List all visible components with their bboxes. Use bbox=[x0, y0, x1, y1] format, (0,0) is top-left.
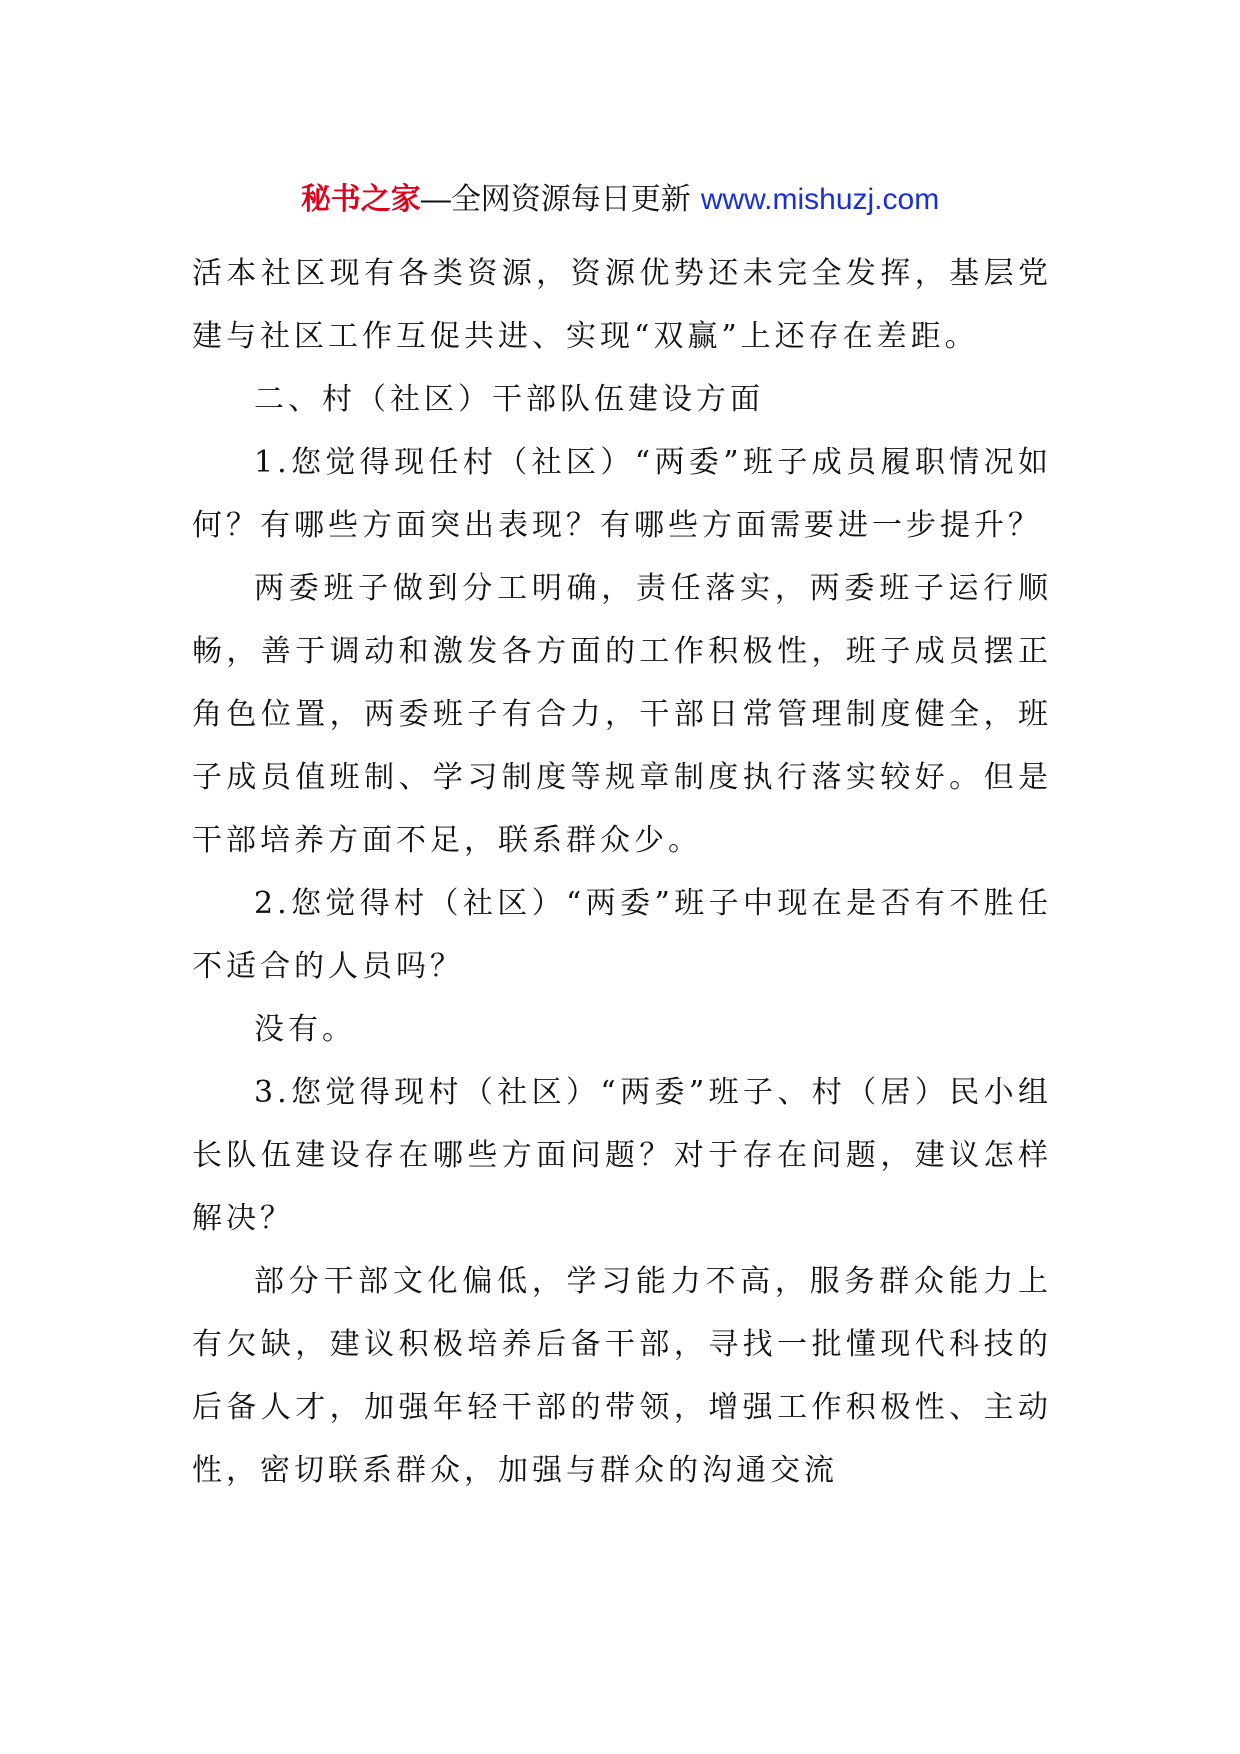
question-3: 3.您觉得现村（社区）“两委”班子、村（居）民小组长队伍建设存在哪些方面问题？对于存在问题，建议怎样解决？ bbox=[192, 1075, 1052, 1236]
paragraph-continuation: 活本社区现有各类资源，资源优势还未完全发挥，基层党建与社区工作互促共进、实现“双赢”上还存在差距。 bbox=[192, 256, 1052, 354]
site-header bbox=[0, 180, 1240, 220]
document-body bbox=[192, 242, 1052, 1502]
question-2: 2.您觉得村（社区）“两委”班子中现在是否有不胜任不适合的人员吗？ bbox=[192, 886, 1052, 984]
answer-3: 部分干部文化偏低，学习能力不高，服务群众能力上有欠缺，建议积极培养后备干部，寻找一批懂现代科技的后备人才，加强年轻干部的带领，增强工作积极性、主动性，密切联系群众，加强与群众的沟通交流 bbox=[192, 1264, 1052, 1488]
site-url-link[interactable]: www.mishuzj.com bbox=[700, 183, 940, 216]
brand-name: 秘书之家 bbox=[300, 183, 421, 216]
section-heading: 二、村（社区）干部队伍建设方面 bbox=[254, 382, 764, 417]
answer-1: 两委班子做到分工明确，责任落实，两委班子运行顺畅，善于调动和激发各方面的工作积极性，班子成员摆正角色位置，两委班子有合力，干部日常管理制度健全，班子成员值班制、学习制度等规章制度执行落实较好。但是干部培养方面不足，联系群众少。 bbox=[192, 571, 1052, 858]
header-tagline: —全网资源每日更新 bbox=[420, 183, 691, 216]
question-1: 1.您觉得现任村（社区）“两委”班子成员履职情况如何？有哪些方面突出表现？有哪些方面需要进一步提升？ bbox=[192, 445, 1052, 543]
answer-2: 没有。 bbox=[254, 1012, 356, 1047]
